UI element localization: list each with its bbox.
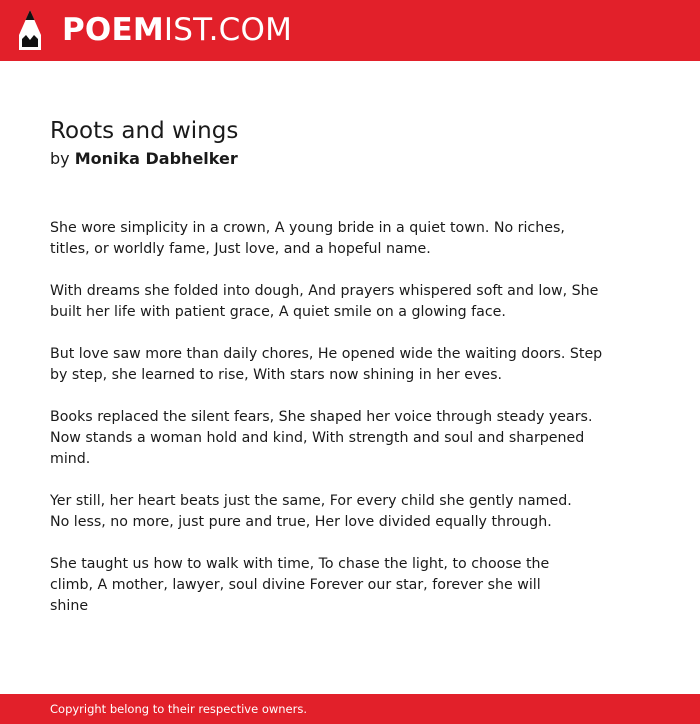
author-name: Monika Dabhelker bbox=[74, 149, 238, 168]
poem-stanza bbox=[50, 554, 590, 617]
site-header bbox=[0, 0, 700, 61]
poem-line: With dreams she folded into dough, And prayers whispered soft and low, She bbox=[50, 283, 599, 299]
by-label: by bbox=[50, 149, 70, 168]
poem-line: But love saw more than daily chores, He opened wide the waiting doors. Step bbox=[50, 346, 603, 362]
poem-byline bbox=[50, 149, 238, 169]
logo-text-light: IST.COM bbox=[163, 12, 293, 48]
site-logo[interactable] bbox=[62, 12, 292, 48]
poem-stanza bbox=[50, 344, 603, 386]
poem-line: Now stands a woman hold and kind, With strength and soul and sharpened bbox=[50, 430, 585, 446]
logo-text-bold: POEM bbox=[62, 12, 164, 48]
poem-line: climb, A mother, lawyer, soul divine Forever our star, forever she will bbox=[50, 577, 541, 593]
poem-title: Roots and wings bbox=[50, 118, 239, 144]
poem-line: by step, she learned to rise, With stars now shining in her eves. bbox=[50, 367, 503, 383]
poem-line: titles, or worldly fame, Just love, and a hopeful name. bbox=[50, 241, 431, 257]
poem-line: Yer still, her heart beats just the same, For every child she gently named. bbox=[50, 493, 572, 509]
poem-line: mind. bbox=[50, 451, 91, 467]
pencil-tip-icon[interactable] bbox=[18, 9, 42, 51]
poem-stanza bbox=[50, 407, 593, 470]
poem-stanza bbox=[50, 218, 590, 260]
poem-line: She taught us how to walk with time, To chase the light, to choose the bbox=[50, 556, 550, 572]
poem-stanza bbox=[50, 281, 599, 323]
poem-line: shine bbox=[50, 598, 89, 614]
poem-line: No less, no more, just pure and true, Her love divided equally through. bbox=[50, 514, 552, 530]
poem-line: built her life with patient grace, A quiet smile on a glowing face. bbox=[50, 304, 506, 320]
copyright-text: Copyright belong to their respective owners. bbox=[50, 702, 308, 716]
site-footer bbox=[0, 694, 700, 724]
poem-line: She wore simplicity in a crown, A young bride in a quiet town. No riches, bbox=[50, 220, 565, 236]
poem-stanza bbox=[50, 491, 590, 533]
poem-line: Books replaced the silent fears, She shaped her voice through steady years. bbox=[50, 409, 593, 425]
poem-body bbox=[50, 218, 603, 638]
